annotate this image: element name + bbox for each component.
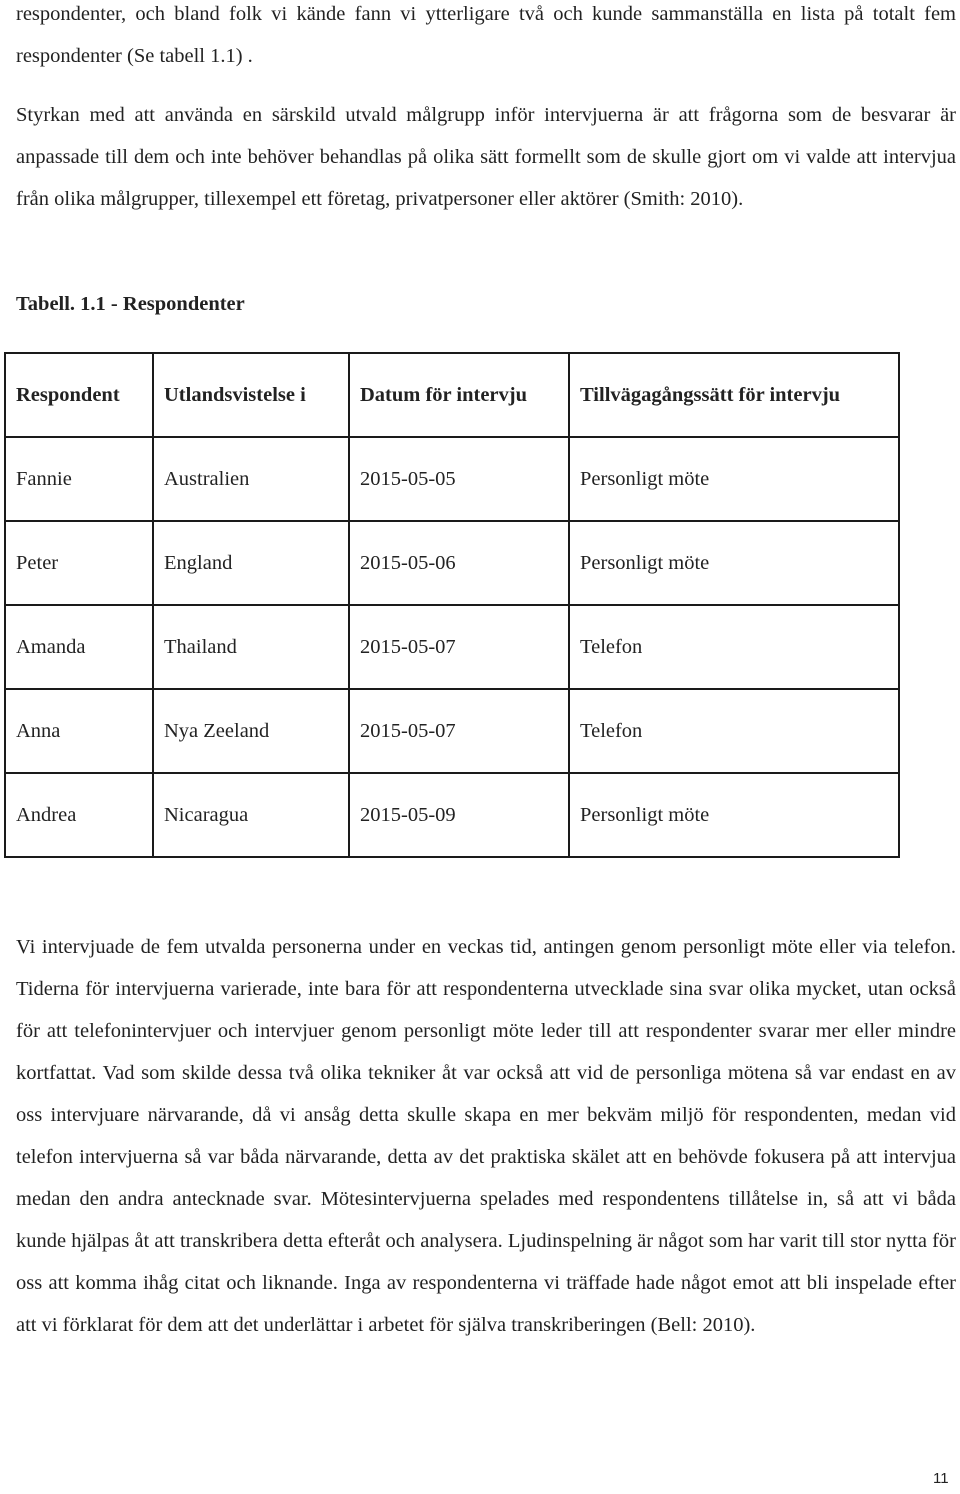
header-interview-date: Datum för intervju [349,353,569,437]
cell-method: Personligt möte [569,437,899,521]
cell-method: Personligt möte [569,521,899,605]
cell-country: England [153,521,349,605]
table-caption: Tabell. 1.1 - Respondenter [16,293,245,315]
table-row [5,605,899,689]
cell-respondent: Anna [5,689,153,773]
table-row [5,521,899,605]
cell-date: 2015-05-06 [349,521,569,605]
table-row [5,773,899,857]
cell-country: Thailand [153,605,349,689]
cell-method: Personligt möte [569,773,899,857]
cell-method: Telefon [569,689,899,773]
cell-date: 2015-05-09 [349,773,569,857]
cell-respondent: Fannie [5,437,153,521]
cell-date: 2015-05-07 [349,605,569,689]
cell-country: Nya Zeeland [153,689,349,773]
cell-country: Nicaragua [153,773,349,857]
table-header-row [5,353,899,437]
cell-respondent: Peter [5,521,153,605]
table-row [5,437,899,521]
cell-respondent: Amanda [5,605,153,689]
target-group-paragraph: Styrkan med att använda en särskild utvald målgrupp inför intervjuerna är att frågorna som de besvarar är anpassade till dem och inte behöver behandlas på olika sätt formellt som de skulle gjort om vi valde att intervjua från olika målgrupper, tillexempel ett företag, privatpersoner eller aktörer (Smith: 2010). [16,104,956,210]
cell-date: 2015-05-05 [349,437,569,521]
cell-respondent: Andrea [5,773,153,857]
cell-country: Australien [153,437,349,521]
cell-method: Telefon [569,605,899,689]
table-row [5,689,899,773]
header-abroad-stay: Utlandsvistelse i [153,353,349,437]
header-respondent: Respondent [5,353,153,437]
cell-date: 2015-05-07 [349,689,569,773]
interview-method-paragraph: Vi intervjuade de fem utvalda personerna under en veckas tid, antingen genom personligt möte eller via telefon. Tiderna för intervjuerna varierade, inte bara för att respondenterna utvecklade sina svar olika mycket, utan också för att telefonintervjuer och intervjuer genom personligt möte leder till att respondenter svarar mer eller mindre kortfattat. Vad som skilde dessa två olika tekniker åt var också att vid de personliga mötena så var endast en av oss intervjuare närvarande, då vi ansåg detta skulle skapa en mer bekväm miljö för respondenten, medan vid telefon intervjuerna så var båda närvarande, detta av det praktiska skälet att en behövde fokusera på att intervjua medan den andra antecknade svar. Mötesintervjuerna spelades med respondentens tillåtelse in, så att vi båda kunde hjälpas åt att transkribera detta efteråt och analysera. Ljudinspelning är något som har varit till stor nytta för oss att komma ihåg citat och liknande. Inga av respondenterna vi träffade hade något emot att bli inspelade efter att vi förklarat för dem att det underlättar i arbetet för själva transkriberingen (Bell: 2010). [16,936,956,1336]
page-number: 11 [933,1470,949,1487]
header-interview-method: Tillvägagångssätt för intervju [569,353,899,437]
respondent-table [4,352,900,858]
intro-paragraph: respondenter, och bland folk vi kände fann vi ytterligare två och kunde sammanställa en lista på totalt fem respondenter (Se tabell 1.1) . [16,3,956,67]
